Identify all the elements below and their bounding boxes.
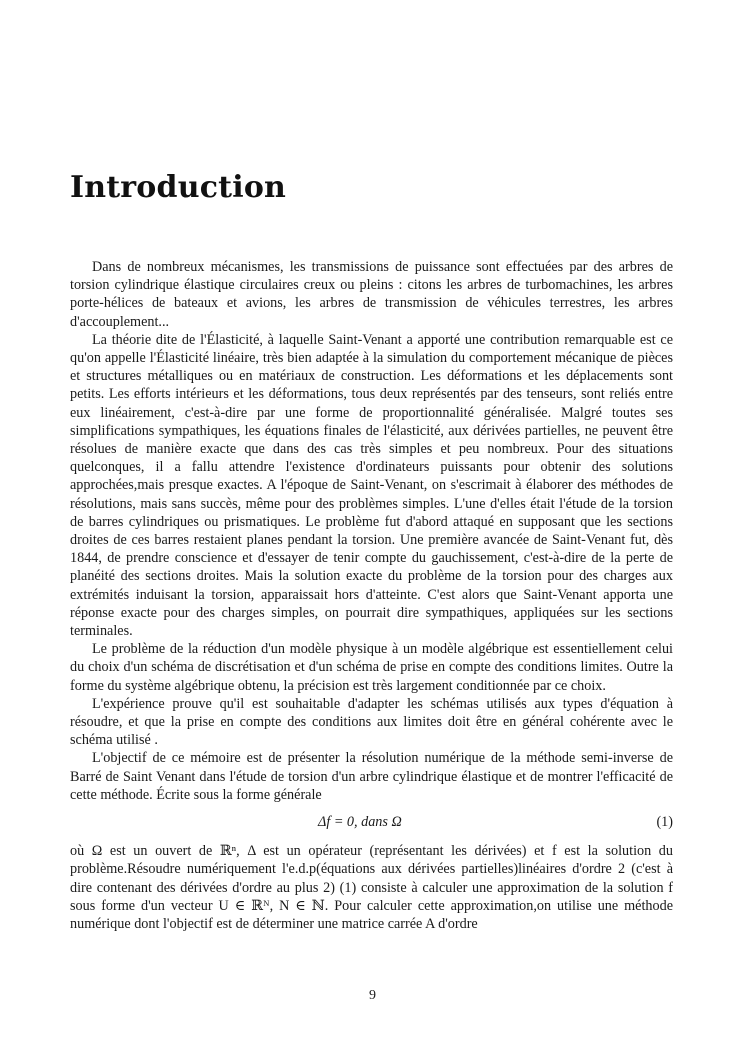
- paragraph: La théorie dite de l'Élasticité, à laquelle Saint-Venant a apporté une contribution remarquable est ce qu'on appelle l'Élasticité linéaire, très bien adaptée à la simulation du comportement mécanique de pièces et structures métalliques ou en matériaux de construction. Les déformations et les déplacements sont petits. Les efforts intérieurs et les déformations, tous deux représentés par des tenseurs, sont reliés entre eux linéairement, c'est-à-dire par une forme de proportionnalité généralisée. Malgré toutes ses simplifications sympathiques, les équations finales de l'élasticité, aux dérivées partielles, ne peuvent être résolues de manière exacte que dans des cas très simples et peu nombreux. Pour des situations quelconques, il a fallu attendre l'existence d'ordinateurs puissants pour obtenir des solutions approchées,mais presque exactes. A l'époque de Saint-Venant, on s'escrimait à élaborer des méthodes de résolutions, mais sans succès, même pour des problèmes simples. L'une d'elles était l'étude de la torsion de barres cylindriques ou prismatiques. Le problème fut d'abord attaqué en supposant que les sections droites de ces barres restaient planes pendant la torsion. Une première avancée de Saint-Venant fut, dès 1844, de prendre conscience et d'essayer de tenir compte du gauchissement, c'est-à-dire de la perte de planéité des sections droites. Mais la solution exacte du problème de la torsion pour des charges aux extrémités induisant la torsion, apparaissait hors d'atteinte. C'est alors que Saint-Venant apporta une réponse exacte pour des charges simples, on pourrait dire sympathiques, appliquées sur les sections terminales.: [70, 331, 673, 640]
- paragraph: Dans de nombreux mécanismes, les transmissions de puissance sont effectuées par des arbres de torsion cylindrique élastique circulaires creux ou pleins : citons les arbres de turbomachines, les arbres porte-hélices de bateaux et avions, les arbres de transmission de véhicules terrestres, les arbres d'accouplement...: [70, 259, 673, 330]
- page-number: 9: [369, 988, 376, 1003]
- chapter-heading: Introduction: [70, 170, 287, 205]
- paragraph: L'expérience prouve qu'il est souhaitable d'adapter les schémas utilisés aux types d'équation à résoudre, et que la prise en compte des conditions aux limites doit être en général cohérente avec le schéma utilisé .: [70, 695, 673, 749]
- paragraph-after-equation: où Ω est un ouvert de ℝⁿ, Δ est un opérateur (représentant les dérivées) et f est la solution du problème.Résoudre numériquement l'e.d.p(équations aux dérivées partielles)linéaires d'ordre 2 (c'est à dire contenant des dérivées d'ordre au plus 2) (1) consiste à calculer une approximation de la solution f sous forme d'un vecteur U ∈ ℝᴺ, N ∈ ℕ. Pour calculer cette approximation,on utilise une méthode numérique dont l'objectif est de déterminer une matrice carrée A d'ordre: [70, 843, 673, 932]
- body-text: [70, 258, 673, 933]
- equation-expression: Δf = 0, dans Ω: [318, 814, 402, 831]
- paragraph: L'objectif de ce mémoire est de présenter la résolution numérique de la méthode semi-inverse de Barré de Saint Venant dans l'étude de torsion d'un arbre cylindrique élastique et de montrer l'efficacité de cette méthode. Écrite sous la forme générale: [70, 750, 673, 803]
- equation-number: (1): [656, 814, 673, 831]
- equation-1: [70, 813, 673, 831]
- paragraph: Le problème de la réduction d'un modèle physique à un modèle algébrique est essentiellement celui du choix d'un schéma de discrétisation et d'un schéma de prise en compte des conditions limites. Outre la forme du système algébrique obtenu, la précision est très largement conditionnée par ce choix.: [70, 641, 673, 694]
